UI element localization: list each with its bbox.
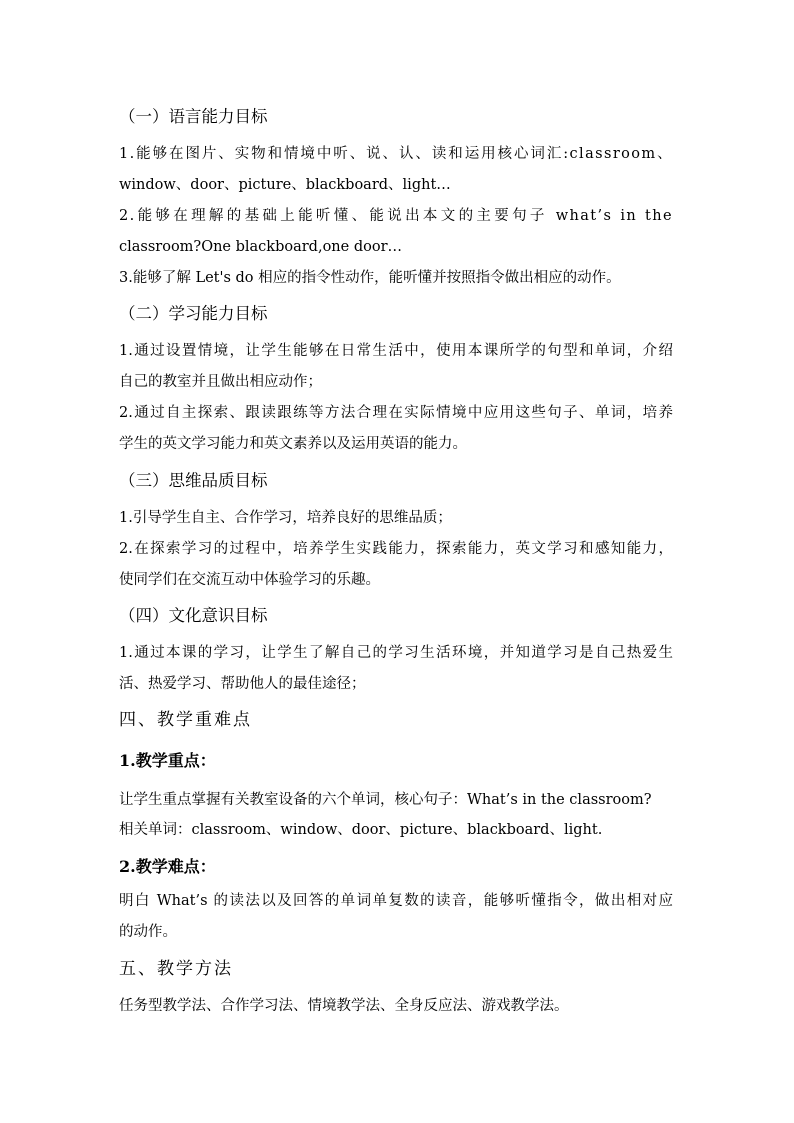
subheading-language-ability: （一）语言能力目标 [119, 107, 268, 126]
paragraph-line: 活、热爱学习、帮助他人的最佳途径； [119, 676, 366, 692]
paragraph-line: 相关单词：classroom、window、door、picture、blackboard、light. [119, 822, 603, 838]
paragraph-line: 明白 What’s 的读法以及回答的单词单复数的读音，能够听懂指令，做出相对应 [119, 893, 673, 909]
subheading-cultural-awareness: （四）文化意识目标 [119, 606, 268, 625]
subheading-thinking-quality: （三）思维品质目标 [119, 471, 268, 490]
section-heading-key-difficult-points: 四、教学重难点 [119, 710, 252, 730]
section-heading-teaching-methods: 五、教学方法 [119, 959, 233, 979]
paragraph-line: 学生的英文学习能力和英文素养以及运用英语的能力。 [119, 436, 467, 452]
paragraph-line: 2.在探索学习的过程中，培养学生实践能力，探索能力，英文学习和感知能力， [119, 541, 673, 557]
paragraph-line: 自己的教室并且做出相应动作； [119, 374, 322, 390]
subheading-learning-ability: （二）学习能力目标 [119, 304, 268, 323]
paragraph-line: 1.能够在图片、实物和情境中听、说、认、读和运用核心词汇:classroom、 [119, 146, 673, 162]
paragraph-line: classroom?One blackboard,one door… [119, 239, 402, 255]
paragraph-line: 1.引导学生自主、合作学习，培养良好的思维品质； [119, 510, 452, 526]
paragraph-line: 2.通过自主探索、跟读跟练等方法合理在实际情境中应用这些句子、单词，培养 [119, 405, 673, 421]
key-points-title: 1.教学重点： [119, 751, 216, 770]
difficult-points-title: 2.教学难点： [119, 857, 216, 876]
paragraph-line: 1.通过本课的学习，让学生了解自己的学习生活环境，并知道学习是自己热爱生 [119, 645, 673, 661]
paragraph-line: 3.能够了解 Let's do 相应的指令性动作，能听懂并按照指令做出相应的动作。 [119, 270, 621, 286]
paragraph-line: 的动作。 [119, 924, 177, 940]
paragraph-line: window、door、picture、blackboard、light… [119, 177, 451, 193]
paragraph-line: 1.通过设置情境，让学生能够在日常生活中，使用本课所学的句型和单词，介绍 [119, 343, 673, 359]
paragraph-line: 任务型教学法、合作学习法、情境教学法、全身反应法、游戏教学法。 [119, 998, 569, 1014]
paragraph-line: 让学生重点掌握有关教室设备的六个单词，核心句子：What’s in the classroom? [119, 792, 652, 808]
paragraph-line: 使同学们在交流互动中体验学习的乐趣。 [119, 572, 380, 588]
paragraph-line: 2.能够在理解的基础上能听懂、能说出本文的主要句子 what’s in the [119, 208, 673, 224]
